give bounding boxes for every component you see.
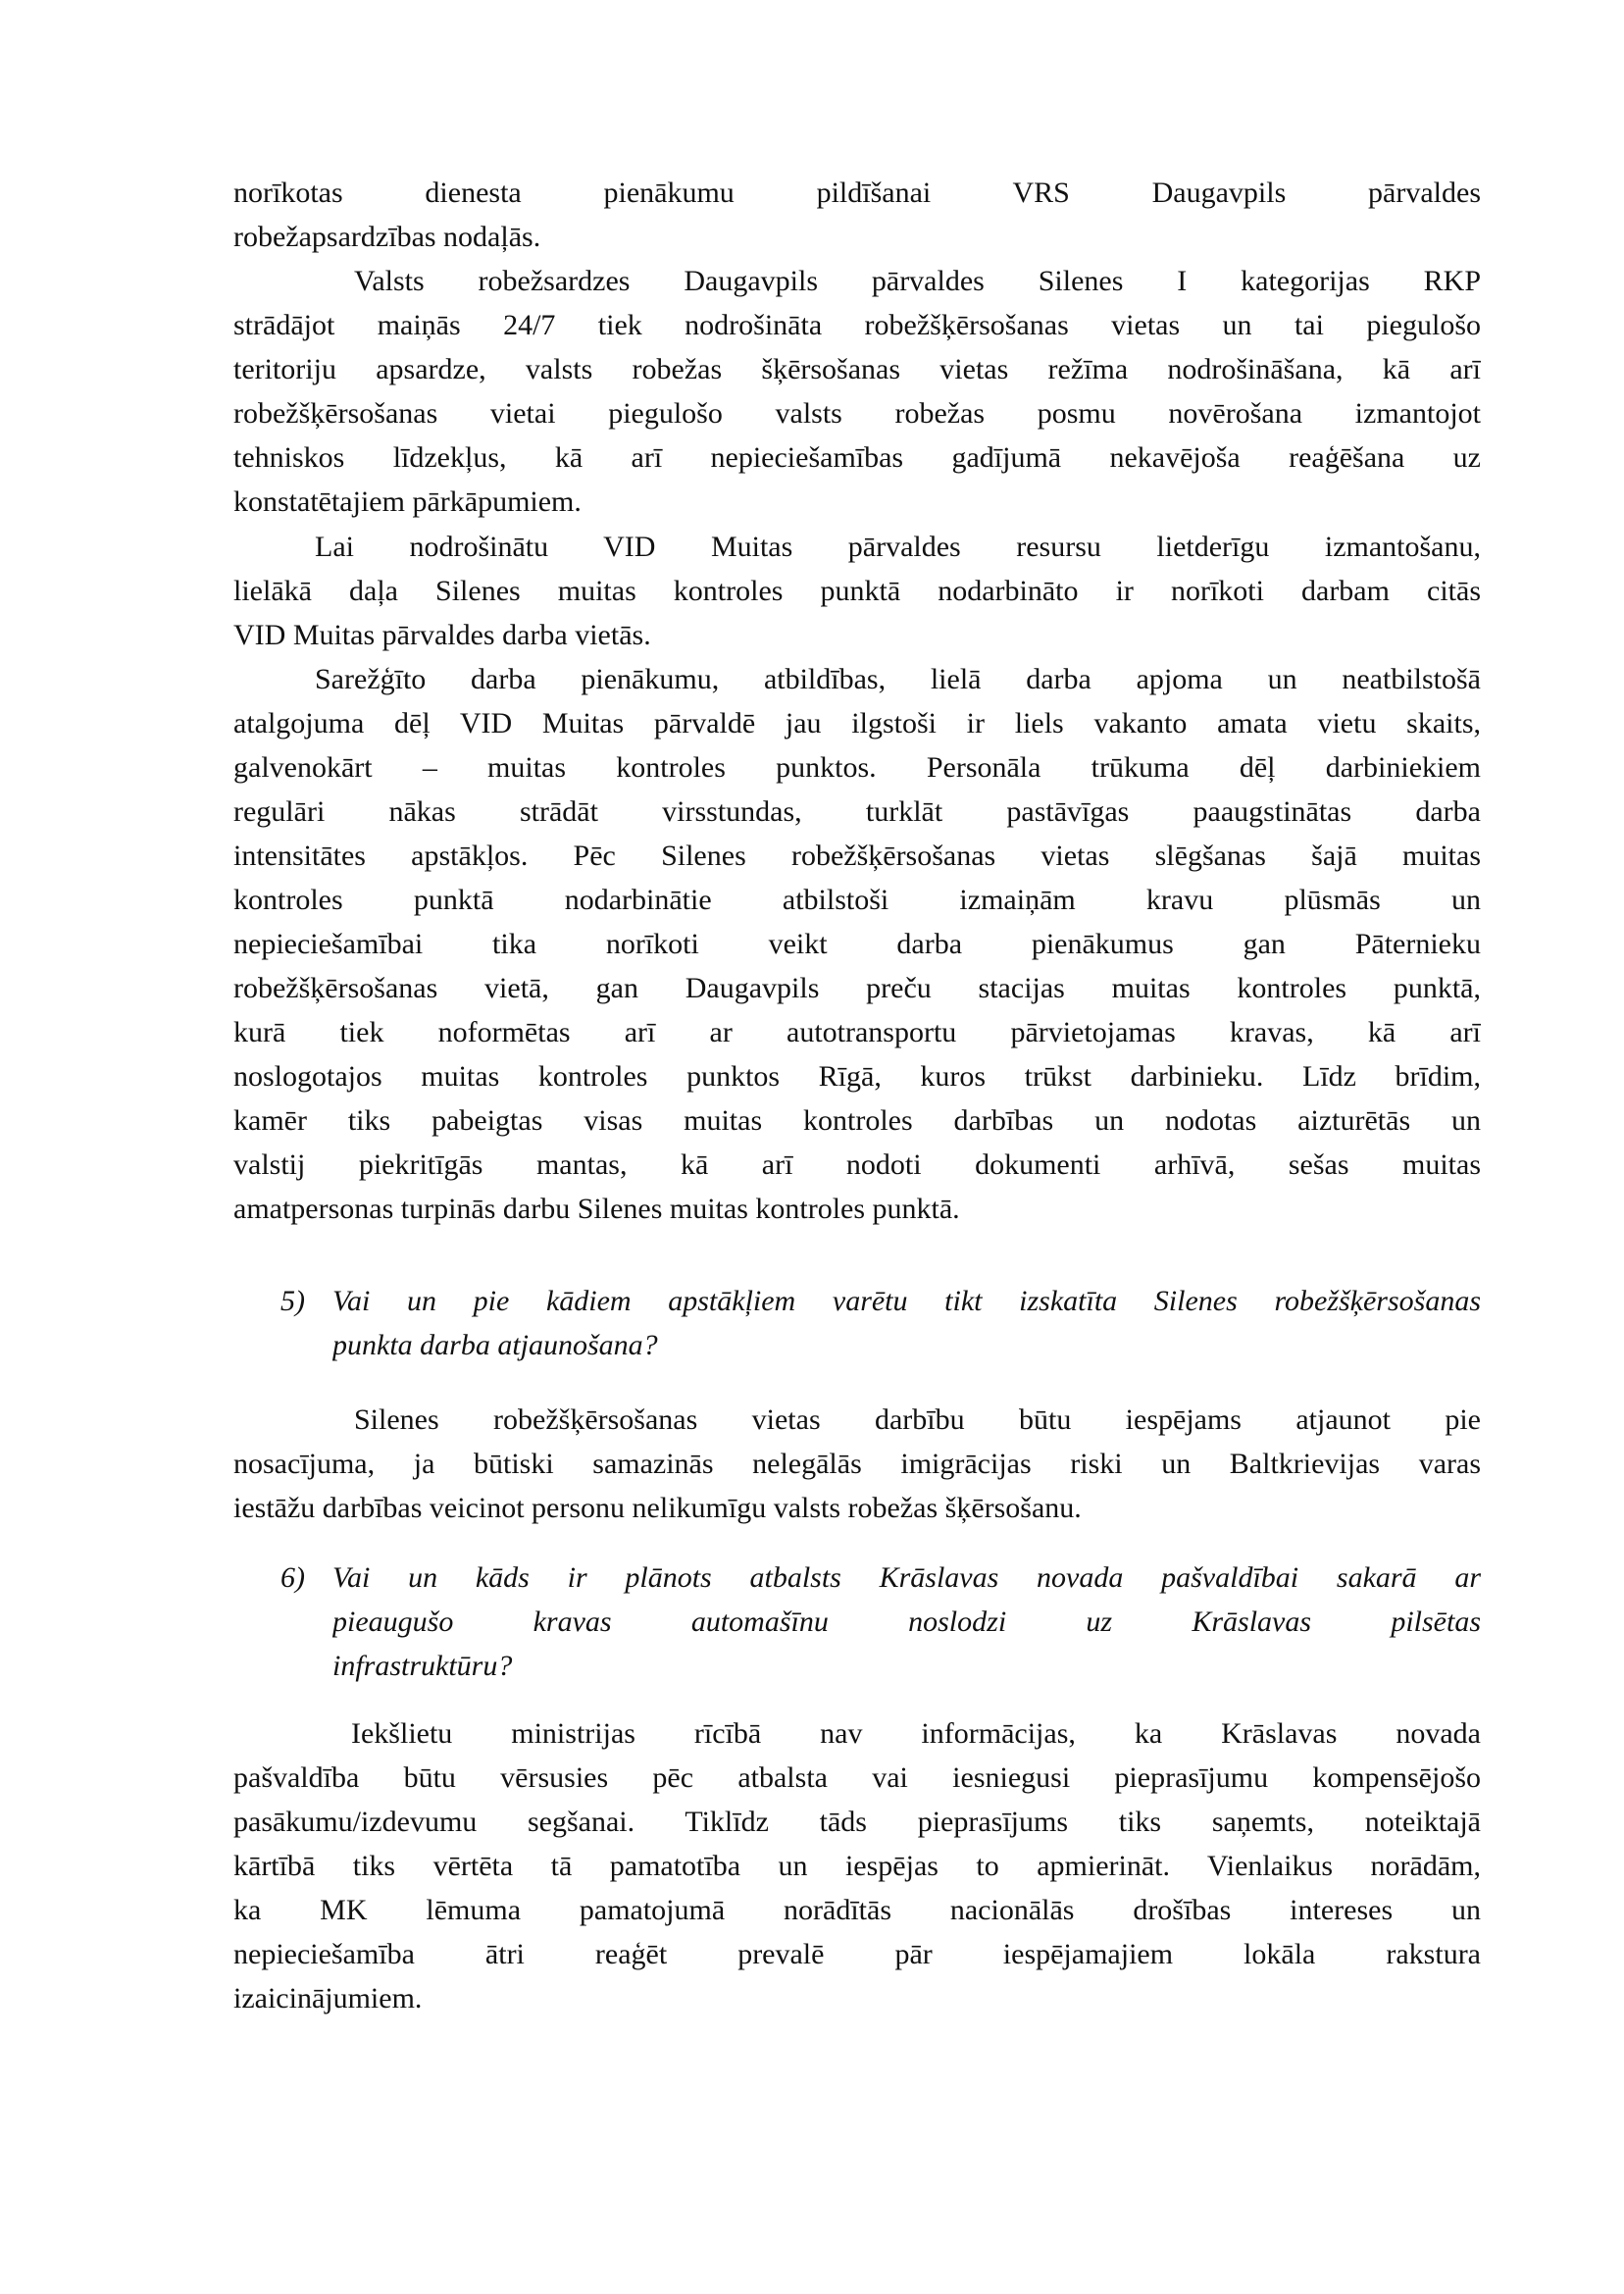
paragraph-line: Iekšlietu ministrijas rīcībā nav informācijas, ka Krāslavas novada — [351, 1717, 1481, 1750]
paragraph-line: galvenokārt – muitas kontroles punktos. Personāla trūkuma dēļ darbiniekiem — [233, 751, 1481, 784]
paragraph-line: atalgojuma dēļ VID Muitas pārvaldē jau ilgstoši ir liels vakanto amata vietu skaits, — [233, 707, 1481, 739]
paragraph — [233, 1711, 1481, 2020]
paragraph — [233, 171, 1481, 259]
question-item — [280, 1279, 1481, 1367]
question-line: pieaugušo kravas automašīnu noslodzi uz Krāslavas pilsētas — [332, 1606, 1481, 1638]
paragraph-line: tehniskos līdzekļus, kā arī nepieciešamības gadījumā nekavējoša reaģēšana uz — [233, 441, 1481, 474]
paragraph-line: Sarežģīto darba pienākumu, atbildības, lielā darba apjoma un neatbilstošā — [315, 663, 1481, 695]
paragraph-line: iestāžu darbības veicinot personu nelikumīgu valsts robežas šķērsošanu. — [233, 1492, 1082, 1524]
paragraph-line: robežšķērsošanas vietā, gan Daugavpils preču stacijas muitas kontroles punktā, — [233, 972, 1481, 1004]
paragraph-line: konstatētajiem pārkāpumiem. — [233, 485, 582, 518]
paragraph-line: Valsts robežsardzes Daugavpils pārvaldes Silenes I kategorijas RKP — [354, 265, 1481, 297]
question-number: 6) — [280, 1561, 305, 1594]
paragraph-line: robežapsardzības nodaļās. — [233, 221, 541, 253]
paragraph-line: robežšķērsošanas vietai piegulošo valsts robežas posmu novērošana izmantojot — [233, 397, 1481, 430]
paragraph — [233, 525, 1481, 657]
question-line: Vai un kāds ir plānots atbalsts Krāslavas novada pašvaldībai sakarā ar — [332, 1561, 1481, 1594]
paragraph-line: nepieciešamībai tika norīkoti veikt darba pienākumus gan Pāternieku — [233, 928, 1481, 960]
paragraph-line: nepieciešamība ātri reaģēt prevalē pār iespējamajiem lokāla rakstura — [233, 1938, 1481, 1970]
paragraph-line: amatpersonas turpinās darbu Silenes muitas kontroles punktā. — [233, 1193, 960, 1225]
paragraph-line: Silenes robežšķērsošanas vietas darbību būtu iespējams atjaunot pie — [354, 1403, 1481, 1436]
paragraph — [233, 259, 1481, 524]
paragraph-line: nosacījuma, ja būtiski samazinās nelegālās imigrācijas riski un Baltkrievijas varas — [233, 1448, 1481, 1480]
question-line: Vai un pie kādiem apstākļiem varētu tikt izskatīta Silenes robežšķērsošanas — [332, 1285, 1481, 1317]
paragraph-line: kontroles punktā nodarbinātie atbilstoši izmaiņām kravu plūsmās un — [233, 884, 1481, 916]
paragraph-line: regulāri nākas strādāt virsstundas, turklāt pastāvīgas paaugstinātas darba — [233, 795, 1481, 828]
paragraph-line: izaicinājumiem. — [233, 1982, 423, 2014]
paragraph-line: teritoriju apsardze, valsts robežas šķērsošanas vietas režīma nodrošināšana, kā arī — [233, 353, 1481, 385]
question-number: 5) — [280, 1285, 305, 1317]
question-line: infrastruktūru? — [332, 1650, 513, 1682]
paragraph-line: VID Muitas pārvaldes darba vietās. — [233, 619, 651, 651]
paragraph-line: pašvaldība būtu vērsusies pēc atbalsta vai iesniegusi pieprasījumu kompensējošo — [233, 1761, 1481, 1794]
paragraph-line: strādājot maiņās 24/7 tiek nodrošināta robežšķērsošanas vietas un tai piegulošo — [233, 309, 1481, 341]
paragraph-line: kamēr tiks pabeigtas visas muitas kontroles darbības un nodotas aizturētās un — [233, 1104, 1481, 1137]
paragraph-line: ka MK lēmuma pamatojumā norādītās nacionālās drošības intereses un — [233, 1894, 1481, 1926]
paragraph-line: valstij piekritīgās mantas, kā arī nodoti dokumenti arhīvā, sešas muitas — [233, 1148, 1481, 1181]
paragraph-line: lielākā daļa Silenes muitas kontroles punktā nodarbināto ir norīkoti darbam citās — [233, 575, 1481, 607]
paragraph-line: pasākumu/izdevumu segšanai. Tiklīdz tāds pieprasījums tiks saņemts, noteiktajā — [233, 1806, 1481, 1838]
paragraph-line: norīkotas dienesta pienākumu pildīšanai VRS Daugavpils pārvaldes — [233, 177, 1481, 209]
paragraph-line: intensitātes apstākļos. Pēc Silenes robežšķērsošanas vietas slēgšanas šajā muitas — [233, 840, 1481, 872]
paragraph — [233, 1398, 1481, 1530]
paragraph — [233, 657, 1481, 1231]
question-item — [280, 1555, 1481, 1688]
question-line: punkta darba atjaunošana? — [332, 1329, 658, 1361]
paragraph-line: Lai nodrošinātu VID Muitas pārvaldes resursu lietderīgu izmantošanu, — [315, 531, 1481, 563]
paragraph-line: kurā tiek noformētas arī ar autotransportu pārvietojamas kravas, kā arī — [233, 1016, 1481, 1048]
paragraph-line: noslogotajos muitas kontroles punktos Rīgā, kuros trūkst darbinieku. Līdz brīdim, — [233, 1060, 1481, 1093]
paragraph-line: kārtībā tiks vērtēta tā pamatotība un iespējas to apmierināt. Vienlaikus norādām, — [233, 1850, 1481, 1882]
